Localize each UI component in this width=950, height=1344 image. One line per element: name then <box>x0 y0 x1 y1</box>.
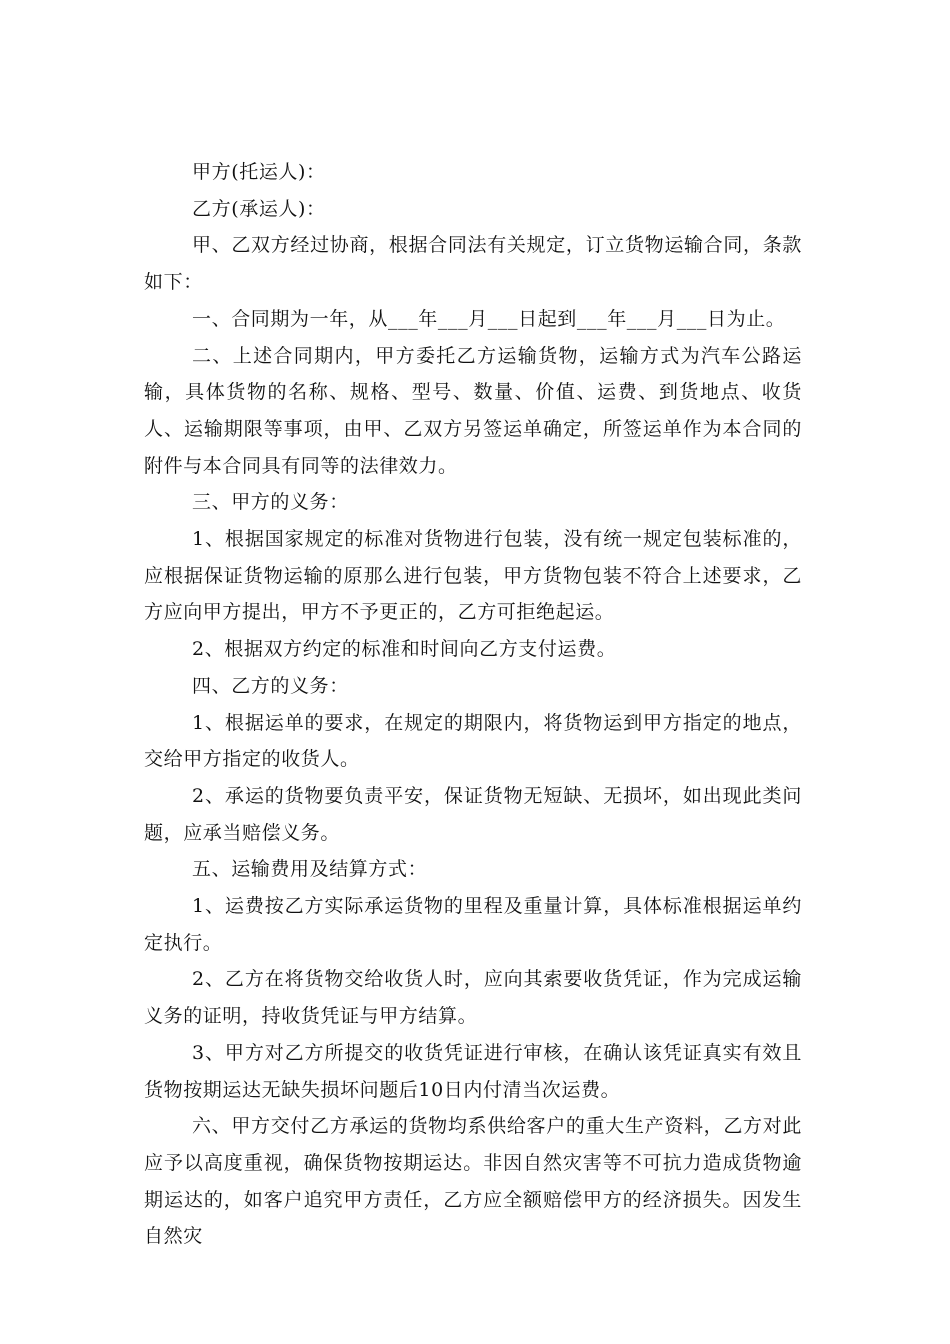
preamble-paragraph: 甲、乙双方经过协商，根据合同法有关规定，订立货物运输合同，条款如下： <box>144 234 802 294</box>
clause-2-scope: 二、上述合同期内，甲方委托乙方运输货物，运输方式为汽车公路运输，具体货物的名称、规格、型号、数量、价值、运费、到货地点、收货人、运输期限等事项，由甲、乙双方另签运单确定，所签运单作为本合同的附件与本合同具有同等的法律效力。 <box>144 344 802 477</box>
clause-1-term: 一、合同期为一年，从___年___月___日起到___年___月___日为止。 <box>192 307 786 330</box>
clause-4-item-1: 1、根据运单的要求，在规定的期限内，将货物运到甲方指定的地点，交给甲方指定的收货人。 <box>144 711 802 771</box>
party-b-line: 乙方(承运人)： <box>192 197 326 220</box>
clause-4-heading: 四、乙方的义务： <box>192 674 349 697</box>
contract-body <box>144 154 802 1255</box>
clause-6-paragraph: 六、甲方交付乙方承运的货物均系供给客户的重大生产资料，乙方对此应予以高度重视，确保货物按期运达。非因自然灾害等不可抗力造成货物逾期运达的，如客户追究甲方责任，乙方应全额赔偿甲方的经济损失。因发生自然灾 <box>144 1115 802 1248</box>
clause-5-heading: 五、运输费用及结算方式： <box>192 858 428 881</box>
clause-5-item-3: 3、甲方对乙方所提交的收货凭证进行审核，在确认该凭证真实有效且货物按期运达无缺失损坏问题后10日内付清当次运费。 <box>144 1041 802 1101</box>
clause-5-item-1: 1、运费按乙方实际承运货物的里程及重量计算，具体标准根据运单约定执行。 <box>144 895 802 954</box>
clause-3-item-1: 1、根据国家规定的标准对货物进行包装，没有统一规定包装标准的，应根据保证货物运输的原那么进行包装，甲方货物包装不符合上述要求，乙方应向甲方提出，甲方不予更正的，乙方可拒绝起运。 <box>144 528 802 624</box>
clause-5-item-2: 2、乙方在将货物交给收货人时，应向其索要收货凭证，作为完成运输义务的证明，持收货凭证与甲方结算。 <box>144 968 802 1028</box>
clause-4-item-2: 2、承运的货物要负责平安，保证货物无短缺、无损坏，如出现此类问题，应承当赔偿义务。 <box>144 784 802 844</box>
clause-3-heading: 三、甲方的义务： <box>192 491 349 514</box>
party-a-line: 甲方(托运人)： <box>192 161 326 183</box>
clause-3-item-2: 2、根据双方约定的标准和时间向乙方支付运费。 <box>192 638 617 661</box>
